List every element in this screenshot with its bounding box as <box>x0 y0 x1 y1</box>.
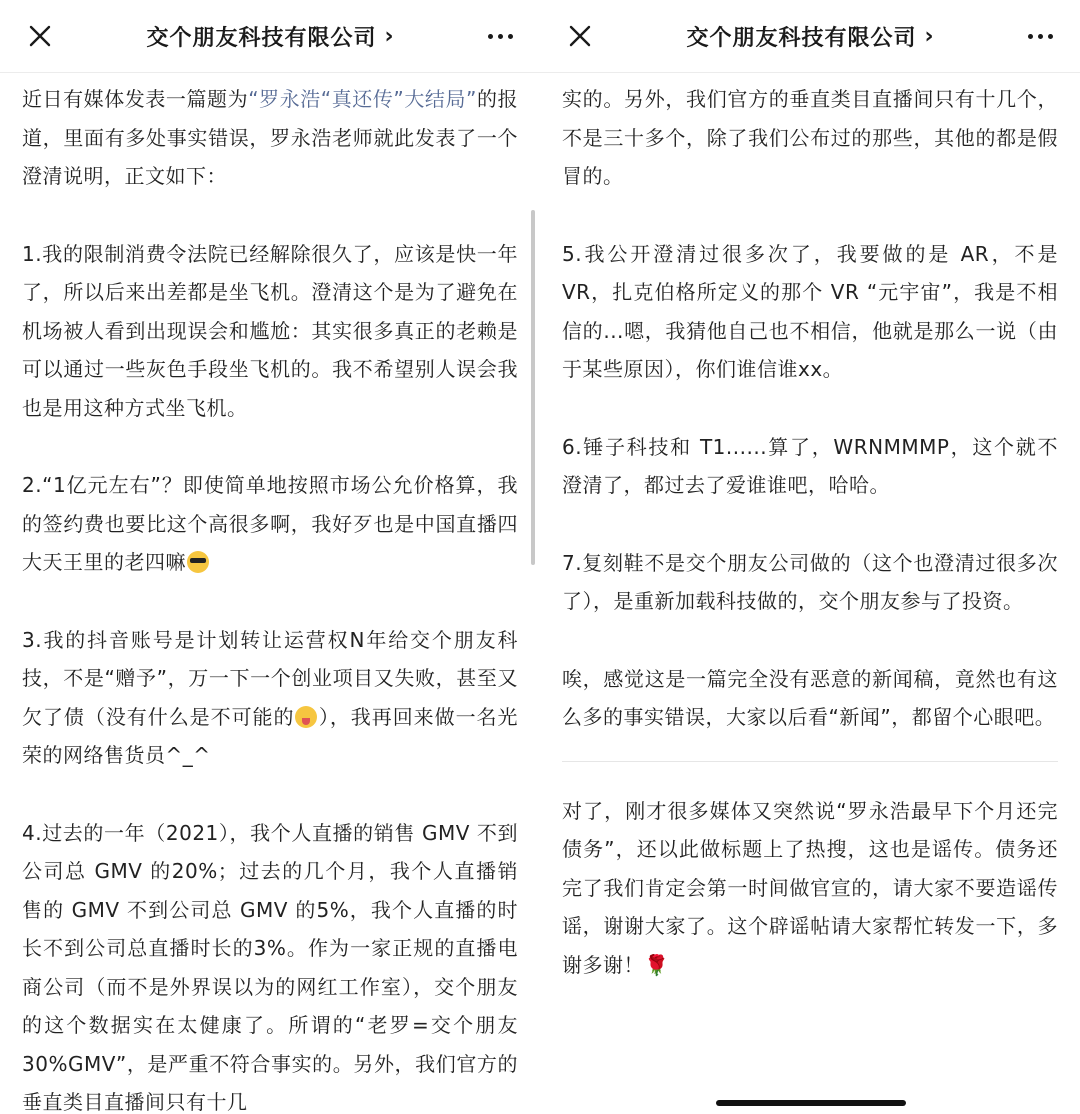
close-icon[interactable] <box>566 22 594 50</box>
paragraph-3 <box>22 621 518 775</box>
chevron-right-icon: › <box>384 23 394 49</box>
paragraph-1: 1.我的限制消费令法院已经解除很久了，应该是快一年了，所以后来出差都是坐飞机。澄清这个是为了避免在机场被人看到出现误会和尴尬：其实很多真正的老赖是可以通过一些灰色手段坐飞机的。我不希望别人误会我也是用这种方式坐飞机。 <box>22 241 518 420</box>
rose-emoji-icon: 🌹 <box>644 952 670 977</box>
account-title-link[interactable] <box>146 21 393 52</box>
paragraph-9-text: 对了，刚才很多媒体又突然说“罗永浩最早下个月还完债务”，还以此做标题上了热搜，这也是谣传。债务还完了我们肯定会第一时间做官宣的，请大家不要造谣传谣，谢谢大家了。这个辟谣帖请大家帮忙转发一下，多谢多谢！ <box>562 798 1058 977</box>
scrollbar[interactable] <box>531 210 535 565</box>
account-title: 交个朋友科技有限公司 <box>146 25 377 51</box>
article-header <box>540 0 1080 73</box>
more-icon[interactable] <box>484 22 516 50</box>
paragraph-9 <box>562 792 1058 985</box>
chevron-right-icon: › <box>924 23 934 49</box>
home-indicator <box>716 1100 906 1106</box>
divider <box>562 761 1058 762</box>
paragraph-3-text-b: ），我再回来做一名光荣的网络售货员^_^ <box>22 704 519 767</box>
close-icon[interactable] <box>26 22 54 50</box>
intro-paragraph <box>22 80 518 196</box>
paragraph-2 <box>22 466 518 582</box>
paragraph-7: 7.复刻鞋不是交个朋友公司做的（这个也澄清过很多次了），是重新加载科技做的，交个朋友参与了投资。 <box>562 550 1058 613</box>
paragraph-5: 5.我公开澄清过很多次了，我要做的是 AR，不是 VR，扎克伯格所定义的那个 VR “元宇宙”，我是不相信的...嗯，我猜他自己也不相信，他就是那么一说（由于某些原因），你们谁信谁xx。 <box>562 241 1058 381</box>
paragraph-6: 6.锤子科技和 T1......算了，WRNMMMP，这个就不澄清了，都过去了爱谁谁吧，哈哈。 <box>562 434 1058 497</box>
intro-text-pre: 近日有媒体发表一篇题为 <box>22 87 249 111</box>
tongue-emoji-icon <box>295 706 317 728</box>
article-body <box>540 74 1080 1114</box>
article-body <box>0 74 540 1114</box>
intro-link[interactable]: “罗永浩“真还传”大结局” <box>248 87 477 111</box>
sunglasses-emoji-icon <box>187 551 209 573</box>
paragraph-8: 唉，感觉这是一篇完全没有恶意的新闻稿，竟然也有这么多的事实错误，大家以后看“新闻”，都留个心眼吧。 <box>562 666 1058 729</box>
right-article-panel[interactable] <box>540 0 1080 1114</box>
account-title: 交个朋友科技有限公司 <box>686 25 917 51</box>
paragraph-2-text: 2.“1亿元左右”？即使简单地按照市场公允价格算，我的签约费也要比这个高很多啊，我好歹也是中国直播四大天王里的老四嘛 <box>22 473 518 574</box>
account-title-link[interactable] <box>686 21 933 52</box>
intro-text-post: 的报道，里面有多处事实错误，罗永浩老师就此发表了一个澄清说明，正文如下： <box>22 87 519 188</box>
paragraph-4: 4.过去的一年（2021），我个人直播的销售 GMV 不到公司总 GMV 的20%；过去的几个月，我个人直播销售的 GMV 不到公司总 GMV 的5%，我个人直播的时长不到公司总直播时长的3%。作为一家正规的直播电商公司（而不是外界误以为的网红工作室），交个朋友的这个数据实在太健康了。所谓的“老罗=交个朋友30%GMV”，是严重不符合事实的。另外，我们官方的垂直类目直播间只有十几 <box>22 820 518 1114</box>
paragraph-3-text-a: 3.我的抖音账号是计划转让运营权N年给交个朋友科技，不是“赠予”，万一下一个创业项目又失败，甚至又欠了债（没有什么是不可能的 <box>22 627 518 729</box>
paragraph-4-continued: 实的。另外，我们官方的垂直类目直播间只有十几个，不是三十多个，除了我们公布过的那些，其他的都是假冒的。 <box>562 87 1058 188</box>
more-icon[interactable] <box>1024 22 1056 50</box>
article-header <box>0 0 540 73</box>
